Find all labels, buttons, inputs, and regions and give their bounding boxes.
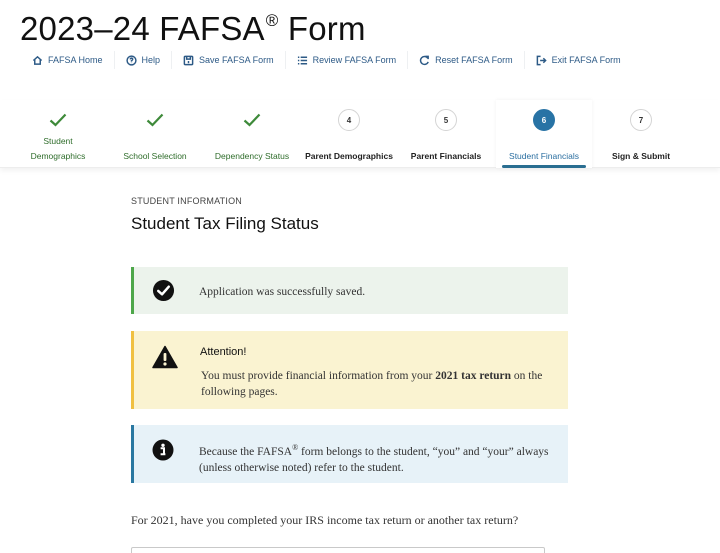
step-dependency-status[interactable]: [206, 100, 298, 168]
warning-heading: Attention!: [200, 346, 247, 358]
tax-return-question: For 2021, have you completed your IRS income tax return or another tax return?: [131, 513, 519, 527]
list-icon: [297, 55, 308, 66]
reset-fafsa-label: Reset FAFSA Form: [435, 55, 513, 65]
info-alert: [131, 425, 568, 483]
page-title: 2023–24 FAFSA® Form: [20, 10, 366, 47]
step-school-selection[interactable]: [110, 100, 200, 168]
exit-fafsa-label: Exit FAFSA Form: [551, 55, 621, 65]
warning-alert: [131, 331, 568, 409]
step-student-financials[interactable]: [496, 100, 592, 168]
step-label: Parent Financials: [410, 151, 482, 161]
checkmark-icon: [146, 113, 164, 127]
step-number: 7: [630, 109, 652, 131]
warning-message: You must provide financial information from your 2021 tax return on the following pages.: [201, 370, 543, 398]
active-step-underline: [502, 165, 586, 168]
step-label: Student Financials: [509, 151, 579, 161]
exit-icon: [536, 55, 547, 66]
step-label-line1: Student: [43, 136, 73, 146]
alert-accent-bar: [131, 331, 134, 409]
step-label: Dependency Status: [214, 151, 290, 161]
save-fafsa-label: Save FAFSA Form: [199, 55, 274, 65]
step-label: Parent Demographics: [305, 151, 393, 161]
success-alert: [131, 267, 568, 314]
step-label: Sign & Submit: [611, 151, 671, 161]
save-icon: [183, 55, 194, 66]
help-button[interactable]: [115, 51, 173, 69]
check-circle-icon: [152, 279, 175, 302]
home-icon: [32, 55, 43, 66]
alert-accent-bar: [131, 267, 134, 314]
warning-icon: [152, 345, 178, 369]
alert-accent-bar: [131, 425, 134, 483]
help-icon: [126, 55, 137, 66]
exit-fafsa-button[interactable]: [525, 51, 632, 69]
save-fafsa-button[interactable]: [172, 51, 286, 69]
form-toolbar: [28, 51, 632, 69]
section-heading: Student Tax Filing Status: [131, 214, 319, 233]
step-parent-financials[interactable]: [404, 100, 488, 168]
info-icon: [152, 439, 174, 461]
step-label-line2: Demographics: [30, 151, 86, 161]
reset-icon: [419, 55, 430, 66]
step-student-demographics[interactable]: [18, 100, 98, 168]
review-fafsa-label: Review FAFSA Form: [312, 55, 397, 65]
success-message: Application was successfully saved.: [199, 286, 366, 298]
fafsa-home-label: FAFSA Home: [48, 55, 103, 65]
fafsa-home-button[interactable]: [28, 51, 115, 69]
page-header: [131, 196, 568, 234]
section-eyebrow: STUDENT INFORMATION: [131, 196, 242, 206]
step-number: 4: [338, 109, 360, 131]
step-number: 6: [533, 109, 555, 131]
checkmark-icon: [243, 113, 261, 127]
review-fafsa-button[interactable]: [286, 51, 409, 69]
step-parent-demographics[interactable]: [300, 100, 398, 168]
tax-return-answer-select[interactable]: [131, 547, 545, 553]
help-label: Help: [141, 55, 161, 65]
step-label: School Selection: [123, 151, 187, 161]
step-sign-submit[interactable]: [600, 100, 682, 168]
step-number: 5: [435, 109, 457, 131]
reset-fafsa-button[interactable]: [408, 51, 525, 69]
checkmark-icon: [49, 113, 67, 127]
info-message: Because the FAFSA® form belongs to the student, “you” and “your” always (unless otherwise noted) refer to the student.: [199, 443, 549, 474]
progress-stepper: [0, 100, 720, 168]
